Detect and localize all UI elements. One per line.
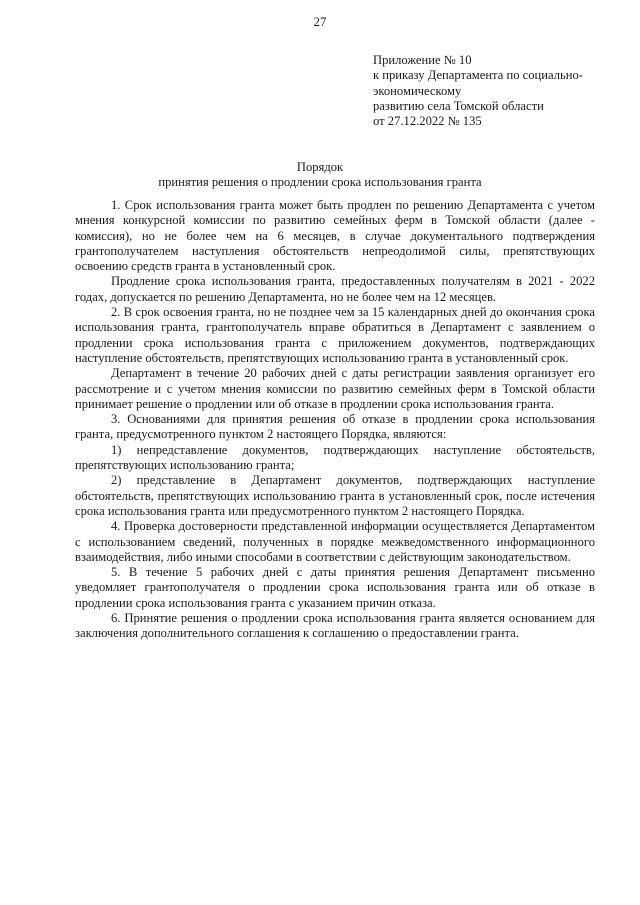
paragraph: 6. Принятие решения о продлении срока использования гранта является основанием для заключения дополнительного соглашения к соглашению о предоставлении гранта.: [75, 611, 595, 641]
appendix-line: экономическому: [373, 83, 462, 98]
paragraph: 2. В срок освоения гранта, но не позднее чем за 15 календарных дней до окончания срока использования гранта, грантополучатель вправе обратиться в Департамент с заявлением о продлении срока использования гранта с приложением документов, подтверждающих наступление обстоятельств, препятствующих использованию гранта в установленный срок.: [75, 305, 595, 365]
title-line-2: принятия решения о продлении срока использования гранта: [158, 175, 482, 190]
appendix-header: [373, 53, 623, 129]
appendix-line: к приказу Департамента по социально-: [373, 68, 583, 83]
paragraph: 1) непредставление документов, подтверждающих наступление обстоятельств, препятствующих использованию гранта;: [75, 442, 595, 473]
paragraph: 4. Проверка достоверности представленной информации осуществляется Департаментом с использованием сведений, полученных в порядке межведомственного информационного взаимодействия, либо иными способами в соответствии с действующим законодательством.: [75, 519, 595, 564]
appendix-line: от 27.12.2022 № 135: [373, 114, 482, 129]
appendix-line: Приложение № 10: [373, 53, 472, 67]
title-line-1: Порядок: [296, 160, 344, 174]
paragraph: Департамент в течение 20 рабочих дней с даты регистрации заявления организует его рассмотрение и с учетом мнения комиссии по развитию семейных ферм в Томской области принимает решение о продлении или об отказе в продлении срока использования гранта.: [75, 366, 595, 411]
appendix-line: развитию села Томской области: [373, 98, 544, 113]
paragraph: 1. Срок использования гранта может быть продлен по решению Департамента с учетом мнения конкурсной комиссии по развитию семейных ферм в Томской области (далее - комиссия), но не более чем на 6 месяцев, в случае документального подтверждения грантополучателем наступления обстоятельств непреодолимой силы, препятствующих освоению средств гранта в установленный срок.: [75, 198, 595, 274]
paragraph: 5. В течение 5 рабочих дней с даты принятия решения Департамент письменно уведомляет грантополучателя о продлении срока использования гранта или об отказе в продлении срока использования гранта с указанием причин отказа.: [75, 565, 595, 610]
document-title: [0, 160, 640, 191]
document-body: [75, 198, 595, 642]
page-number: 27: [313, 14, 327, 29]
paragraph: 3. Основаниями для принятия решения об отказе в продлении срока использования гранта, предусмотренного пунктом 2 настоящего Порядка, являются:: [75, 412, 595, 442]
paragraph: Продление срока использования гранта, предоставленных получателям в 2021 - 2022 годах, допускается по решению Департамента, но не более чем на 12 месяцев.: [75, 274, 595, 304]
paragraph: 2) представление в Департамент документов, подтверждающих наступление обстоятельств, препятствующих использованию гранта в установленный срок, после истечения срока использования гранта или предусмотренного пунктом 2 настоящего Порядка.: [75, 473, 595, 518]
